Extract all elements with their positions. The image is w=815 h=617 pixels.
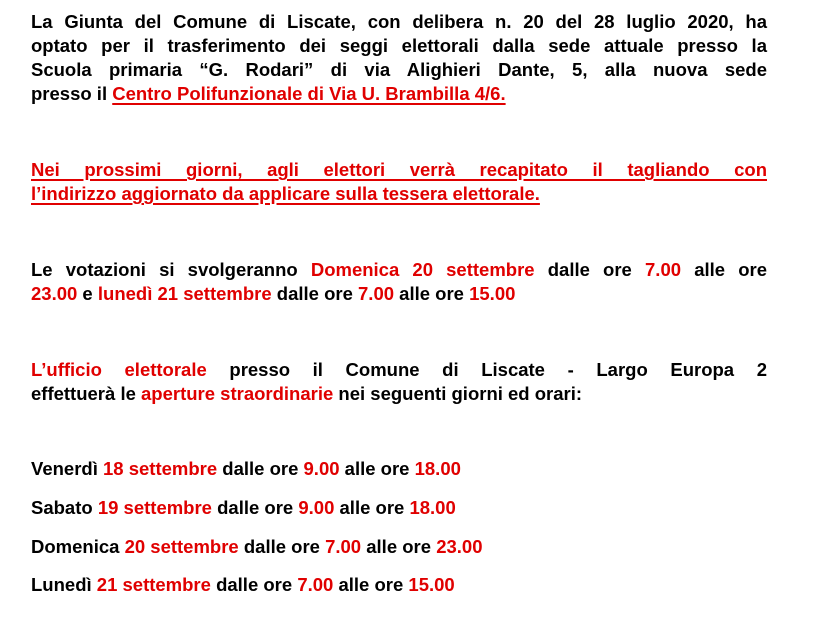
schedule-date: 18 settembre: [102, 458, 218, 479]
schedule-day: Lunedì: [31, 574, 97, 595]
voting-day-1-start: 7.00: [645, 259, 682, 280]
schedule-day: Domenica: [31, 536, 125, 557]
schedule-to-label: alle ore: [361, 536, 437, 557]
schedule-date: 19 settembre: [97, 497, 212, 518]
paragraph-electoral-office: [31, 358, 767, 406]
voting-dates-line-2: [31, 282, 767, 306]
schedule-day: Sabato: [31, 497, 98, 518]
voting-day-1-end: 23.00: [31, 283, 78, 304]
schedule-date: 21 settembre: [96, 574, 211, 595]
voting-dates-text-3: alle ore: [681, 259, 767, 280]
paragraph-relocation: [31, 10, 767, 106]
schedule-from-label: dalle ore: [210, 574, 298, 595]
schedule-from-label: dalle ore: [217, 458, 304, 479]
electoral-office-line-2: [31, 382, 767, 406]
voting-dates-text-5: dalle ore: [271, 283, 359, 304]
schedule-from-time: 9.00: [303, 458, 340, 479]
voting-dates-text-1: Le votazioni si svolgeranno: [31, 259, 311, 280]
schedule-from-time: 7.00: [297, 574, 334, 595]
voting-dates-text-6: alle ore: [394, 283, 470, 304]
paragraph-voter-card-notice: [31, 158, 767, 206]
schedule-from-time: 7.00: [325, 536, 362, 557]
schedule-from-label: dalle ore: [211, 497, 299, 518]
schedule-date: 20 settembre: [124, 536, 239, 557]
voter-card-notice-line-2: l’indirizzo aggiornato da applicare sulla tessera elettorale.: [31, 183, 540, 204]
schedule-to-label: alle ore: [333, 574, 409, 595]
paragraph-relocation-line-1: La Giunta del Comune di Liscate, con delibera n. 20 del 28 luglio 2020, ha: [31, 11, 767, 32]
extraordinary-openings-highlight: aperture straordinarie: [141, 383, 334, 404]
schedule-row: [31, 535, 482, 559]
electoral-office-text-3: nei seguenti giorni ed orari:: [333, 383, 583, 404]
schedule-row: [31, 496, 456, 520]
voting-day-2-start: 7.00: [358, 283, 395, 304]
paragraph-relocation-line-2: optato per il trasferimento dei seggi elettorali dalla sede attuale presso la: [31, 35, 767, 56]
voter-card-notice-line-1: Nei prossimi giorni, agli elettori verrà recapitato il tagliando con: [31, 159, 767, 180]
paragraph-relocation-line-4-prefix: presso il: [31, 83, 113, 104]
schedule-to-label: alle ore: [334, 497, 410, 518]
schedule-day: Venerdì: [31, 458, 103, 479]
voting-day-2-end: 15.00: [469, 283, 516, 304]
schedule-from-label: dalle ore: [238, 536, 326, 557]
voting-dates-text-2: dalle ore: [534, 259, 646, 280]
schedule-row: [31, 573, 455, 597]
electoral-office-line-1: [31, 358, 767, 382]
schedule-to-time: 23.00: [436, 536, 483, 557]
electoral-office-highlight: L’ufficio elettorale: [31, 359, 207, 380]
schedule-from-time: 9.00: [298, 497, 335, 518]
paragraph-relocation-line-3: Scuola primaria “G. Rodari” di via Alighieri Dante, 5, alla nuova sede: [31, 59, 767, 80]
paragraph-relocation-line-4: [31, 82, 767, 106]
schedule-to-label: alle ore: [339, 458, 415, 479]
voting-day-1: Domenica 20 settembre: [310, 259, 535, 280]
voting-dates-text-4: e: [77, 283, 98, 304]
electoral-office-text-2: effettuerà le: [31, 383, 142, 404]
schedule-to-time: 18.00: [409, 497, 456, 518]
schedule-to-time: 15.00: [408, 574, 455, 595]
voting-day-2: lunedì 21 settembre: [97, 283, 272, 304]
schedule-to-time: 18.00: [414, 458, 461, 479]
voting-dates-line-1: [31, 258, 767, 282]
new-location-highlight: Centro Polifunzionale di Via U. Brambilla 4/6.: [112, 83, 506, 104]
electoral-office-text-1: presso il Comune di Liscate - Largo Europa 2: [206, 359, 767, 380]
paragraph-voting-dates: [31, 258, 767, 306]
schedule-row: [31, 457, 461, 481]
